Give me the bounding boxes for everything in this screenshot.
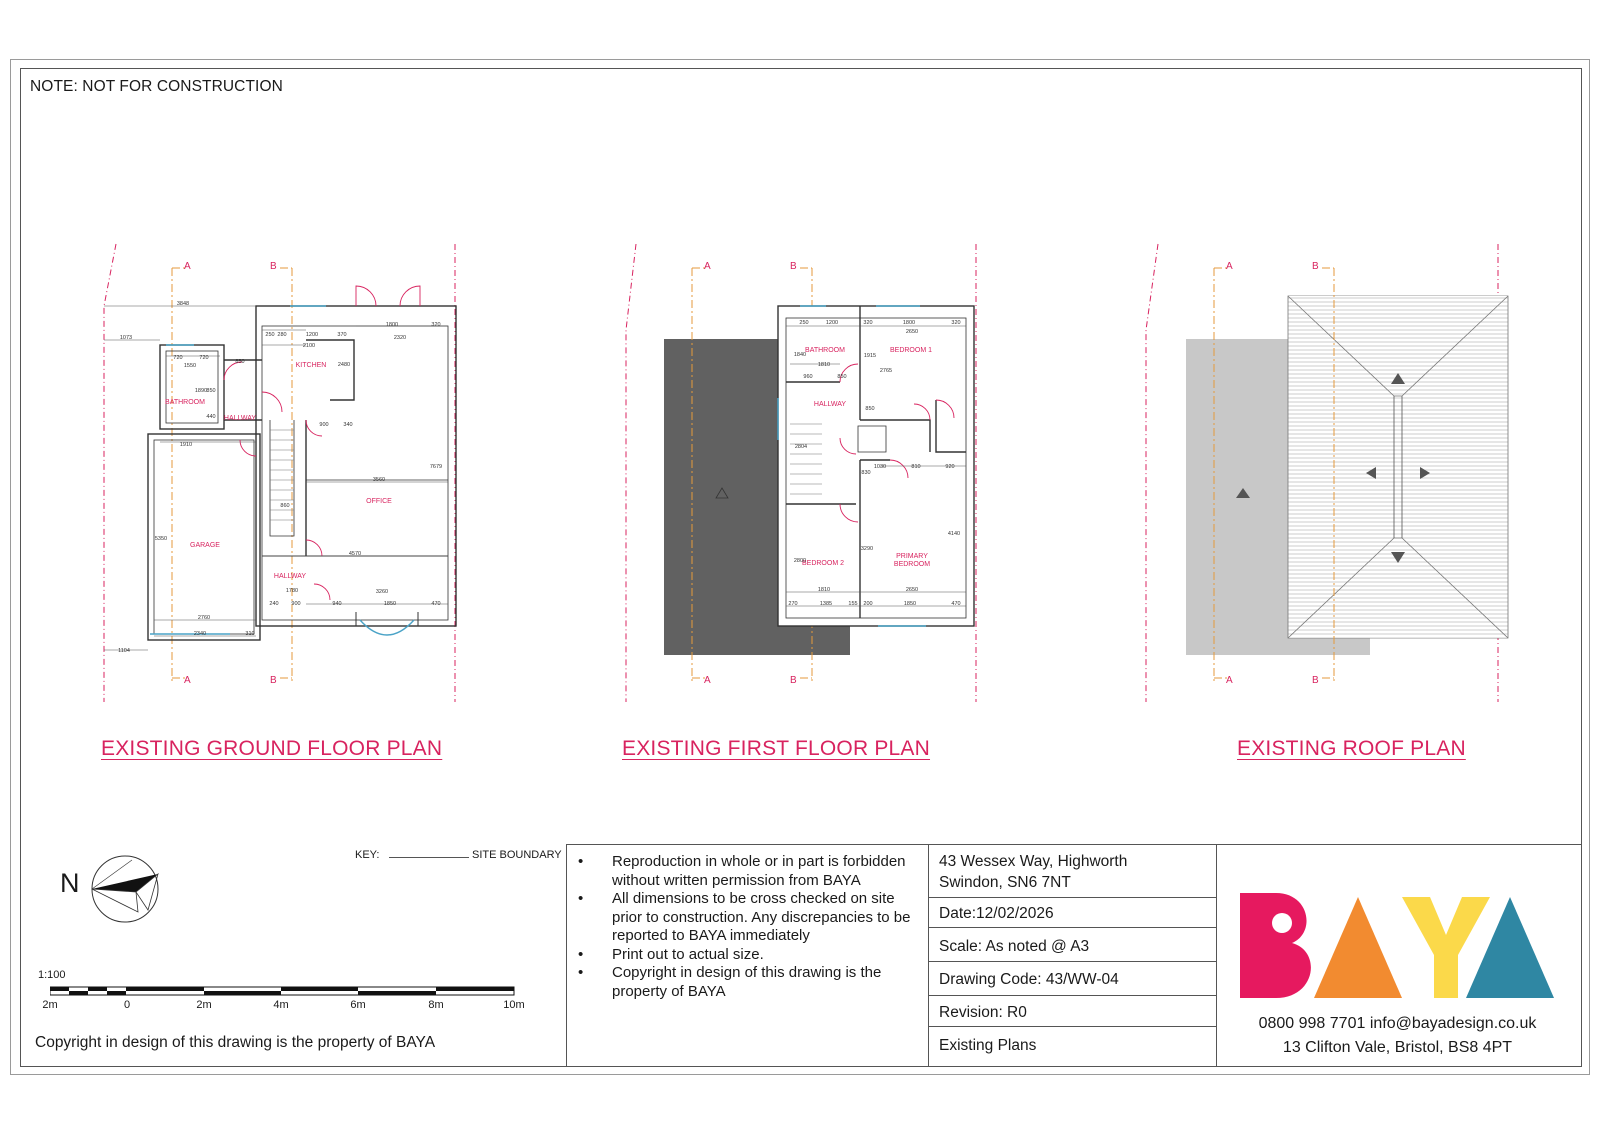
svg-text:320: 320 [951, 320, 961, 326]
dimension-lines [104, 306, 448, 650]
svg-text:1780: 1780 [285, 588, 299, 594]
svg-text:2340: 2340 [193, 631, 207, 637]
title-block-divider [1216, 844, 1217, 1067]
drawing-scale: Scale: As noted @ A3 [939, 938, 1090, 955]
site-address [939, 851, 1127, 893]
svg-text:1030: 1030 [873, 464, 887, 470]
svg-text:1200: 1200 [305, 332, 319, 338]
svg-text:2480: 2480 [337, 362, 351, 368]
svg-text:1810: 1810 [817, 362, 831, 368]
scale-tick-label: 6m [350, 999, 366, 1011]
first-floor-plan [626, 244, 976, 702]
north-arrow-icon [88, 852, 162, 926]
note-item: • Print out to actual size. [578, 946, 918, 965]
note-item: • Copyright in design of this drawing is the property of BAYA [578, 964, 918, 1001]
title-block-divider [566, 844, 567, 1067]
svg-text:4140: 4140 [947, 531, 961, 537]
svg-text:1810: 1810 [817, 587, 831, 593]
north-label: N [60, 868, 80, 898]
drawing-notes [578, 853, 918, 1001]
room-label: KITCHEN [295, 362, 327, 369]
site-boundary-key-line [389, 857, 469, 858]
baya-logo [1240, 893, 1560, 998]
svg-text:850: 850 [865, 406, 875, 412]
title-block-row-line [928, 897, 1216, 898]
svg-text:3290: 3290 [860, 546, 874, 552]
svg-text:2804: 2804 [794, 444, 808, 450]
site-boundary-left [626, 244, 636, 702]
svg-text:A: A [704, 675, 711, 686]
svg-text:720: 720 [199, 355, 209, 361]
room-label: BEDROOM 1 [889, 347, 933, 354]
section-marker-b: B [270, 675, 277, 686]
svg-text:2760: 2760 [197, 615, 211, 621]
svg-text:B: B [790, 261, 797, 272]
svg-text:5350: 5350 [154, 536, 168, 542]
svg-text:810: 810 [911, 464, 921, 470]
svg-text:370: 370 [337, 332, 347, 338]
dimensions [118, 301, 442, 654]
svg-text:310: 310 [245, 631, 255, 637]
svg-text:1200: 1200 [825, 320, 839, 326]
svg-text:200: 200 [863, 601, 873, 607]
svg-text:1800: 1800 [902, 320, 916, 326]
svg-text:B: B [1312, 675, 1319, 686]
room-label: BATHROOM [805, 347, 845, 354]
room-label: HALLWAY [223, 415, 257, 422]
drawing-code: Drawing Code: 43/WW-04 [939, 971, 1119, 988]
ground-floor-title: EXISTING GROUND FLOOR PLAN [101, 737, 443, 760]
svg-text:850: 850 [206, 388, 216, 394]
svg-text:1850: 1850 [903, 601, 917, 607]
scale-tick-label: 2m [42, 999, 58, 1011]
svg-text:3560: 3560 [372, 477, 386, 483]
svg-text:2100: 2100 [302, 343, 316, 349]
svg-text:250: 250 [265, 332, 275, 338]
drawing-title: Existing Plans [939, 1037, 1037, 1054]
copyright-notice: Copyright in design of this drawing is the property of BAYA [35, 1034, 436, 1051]
svg-text:850: 850 [235, 359, 245, 365]
hipped-roof [1288, 296, 1508, 638]
svg-text:470: 470 [951, 601, 961, 607]
title-block-row-line [928, 1026, 1216, 1027]
svg-text:250: 250 [799, 320, 809, 326]
address-line: 43 Wessex Way, Highworth [939, 853, 1128, 870]
svg-text:900: 900 [319, 422, 329, 428]
room-label: HALLWAY [813, 401, 847, 408]
title-block-row-line [928, 927, 1216, 928]
svg-text:1800: 1800 [385, 322, 399, 328]
room-label: PRIMARY BEDROOM [893, 553, 931, 568]
scale-ratio: 1:100 [38, 969, 66, 981]
section-marker-b: B [270, 261, 277, 272]
svg-text:A: A [704, 261, 711, 272]
section-marker-a: A [184, 261, 191, 272]
svg-text:3848: 3848 [176, 301, 190, 307]
scale-tick-label: 2m [196, 999, 212, 1011]
svg-text:A: A [1226, 675, 1233, 686]
svg-text:2800: 2800 [793, 558, 807, 564]
svg-text:860: 860 [280, 503, 290, 509]
svg-text:2650: 2650 [905, 587, 919, 593]
svg-text:155: 155 [848, 601, 858, 607]
company-contact: 0800 998 7701 info@bayadesign.co.uk [1258, 1015, 1537, 1032]
section-markers [184, 261, 277, 686]
svg-text:900: 900 [291, 601, 301, 607]
svg-text:960: 960 [803, 374, 813, 380]
svg-text:3260: 3260 [375, 589, 389, 595]
svg-text:440: 440 [206, 414, 216, 420]
scale-tick-label: 10m [503, 999, 525, 1011]
svg-text:1550: 1550 [183, 363, 197, 369]
scale-bar [50, 985, 520, 999]
ground-floor-plan [104, 244, 456, 702]
svg-text:1915: 1915 [863, 353, 877, 359]
svg-text:B: B [790, 675, 797, 686]
doors [224, 286, 420, 600]
svg-text:1073: 1073 [119, 335, 133, 341]
first-floor-title: EXISTING FIRST FLOOR PLAN [622, 737, 931, 760]
room-label: HALLWAY [273, 573, 307, 580]
svg-text:1890: 1890 [194, 388, 208, 394]
section-lines [172, 268, 292, 684]
site-boundary-left [1146, 244, 1158, 702]
svg-text:1850: 1850 [383, 601, 397, 607]
svg-text:B: B [1312, 261, 1319, 272]
section-marker-a: A [184, 675, 191, 686]
title-block-row-line [928, 961, 1216, 962]
svg-text:1840: 1840 [793, 352, 807, 358]
room-label: BEDROOM 2 [801, 560, 845, 567]
svg-text:4570: 4570 [348, 551, 362, 557]
svg-text:470: 470 [431, 601, 441, 607]
svg-text:320: 320 [431, 322, 441, 328]
svg-text:1104: 1104 [118, 648, 130, 654]
scale-tick-label: 0 [123, 999, 131, 1011]
title-block-divider [928, 844, 929, 1067]
svg-text:850: 850 [837, 374, 847, 380]
svg-text:A: A [1226, 261, 1233, 272]
svg-text:2650: 2650 [905, 329, 919, 335]
site-boundary-key: SITE BOUNDARY [472, 849, 562, 861]
svg-text:270: 270 [788, 601, 798, 607]
drawing-revision: Revision: R0 [939, 1004, 1027, 1021]
svg-text:1385: 1385 [819, 601, 833, 607]
site-boundary-left [104, 244, 116, 702]
drawing-date: Date:12/02/2026 [939, 905, 1054, 922]
svg-text:240: 240 [269, 601, 279, 607]
svg-text:920: 920 [945, 464, 955, 470]
svg-text:280: 280 [277, 332, 287, 338]
svg-text:2765: 2765 [879, 368, 893, 374]
roof-title: EXISTING ROOF PLAN [1237, 737, 1466, 760]
title-block-row-line [928, 995, 1216, 996]
note-item: • Reproduction in whole or in part is forbidden without written permission from BAYA [578, 853, 918, 890]
room-label: BATHROOM [165, 399, 205, 406]
construction-note: NOTE: NOT FOR CONSTRUCTION [30, 78, 283, 95]
scale-tick-label: 4m [273, 999, 289, 1011]
svg-text:320: 320 [863, 320, 873, 326]
svg-text:2320: 2320 [393, 335, 407, 341]
key-label: KEY: [355, 849, 380, 861]
svg-text:7679: 7679 [429, 464, 443, 470]
title-block-top-border [566, 844, 1582, 845]
room-label: GARAGE [190, 542, 220, 549]
room-labels [165, 362, 392, 580]
company-address: 13 Clifton Vale, Bristol, BS8 4PT [1282, 1039, 1513, 1056]
svg-text:1910: 1910 [179, 442, 193, 448]
scale-tick-label: 8m [428, 999, 444, 1011]
note-item: • All dimensions to be cross checked on site prior to construction. Any discrepancies to be reported to BAYA immediately [578, 890, 918, 946]
address-line: Swindon, SN6 7NT [939, 874, 1071, 891]
svg-text:720: 720 [173, 355, 183, 361]
svg-text:830: 830 [861, 470, 871, 476]
svg-text:340: 340 [343, 422, 353, 428]
room-label: OFFICE [366, 498, 392, 505]
svg-text:940: 940 [332, 601, 342, 607]
roof-plan [1146, 244, 1508, 702]
